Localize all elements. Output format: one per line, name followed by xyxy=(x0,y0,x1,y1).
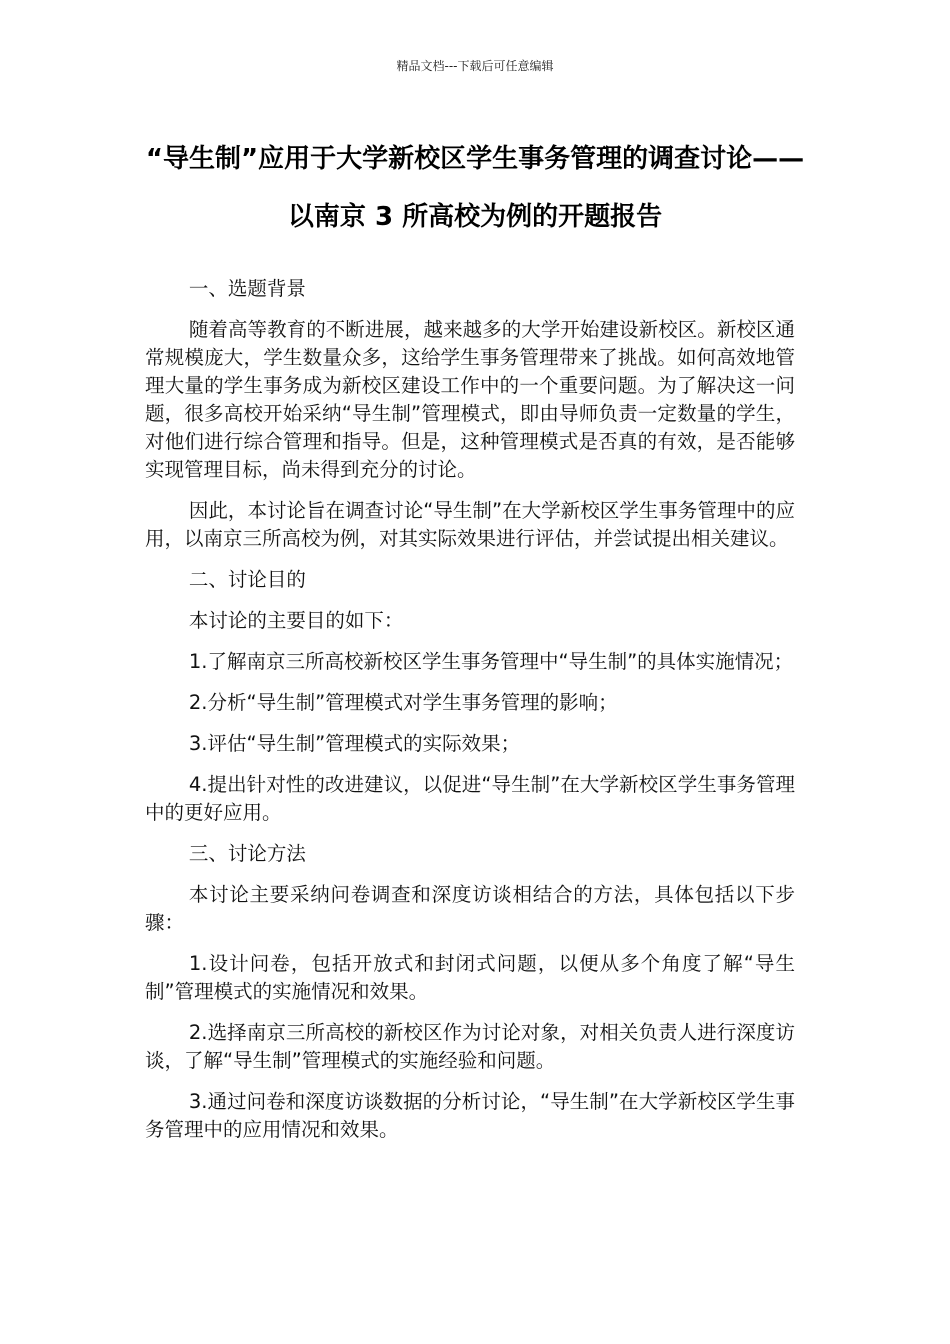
section-heading-objectives: 二、讨论目的 xyxy=(188,568,306,591)
section-heading-methods: 三、讨论方法 xyxy=(188,842,306,865)
paragraph-purpose-statement: 因此，本讨论旨在调查讨论“导生制”在大学新校区学生事务管理中的应用，以南京三所高校为例，对其实际效果进行评估，并尝试提出相关建议。 xyxy=(145,499,795,550)
paragraph-objectives-intro: 本讨论的主要目的如下： xyxy=(188,609,404,632)
list-item-method-3: 3.通过问卷和深度访谈数据的分析讨论，“导生制”在大学新校区学生事务管理中的应用情况和效果。 xyxy=(145,1090,795,1141)
document-title: “导生制”应用于大学新校区学生事务管理的调查讨论——以南京 3 所高校为例的开题报告 xyxy=(145,144,805,232)
list-item-objective-1: 1.了解南京三所高校新校区学生事务管理中“导生制”的具体实施情况； xyxy=(188,650,794,673)
list-item-objective-2: 2.分析“导生制”管理模式对学生事务管理的影响； xyxy=(188,691,618,714)
list-item-objective-3: 3.评估“导生制”管理模式的实际效果； xyxy=(188,732,521,755)
document-body xyxy=(145,275,795,1157)
paragraph-methods-intro: 本讨论主要采纳问卷调查和深度访谈相结合的方法，具体包括以下步骤： xyxy=(145,883,795,934)
paragraph-background: 随着高等教育的不断进展，越来越多的大学开始建设新校区。新校区通常规模庞大，学生数量众多，这给学生事务管理带来了挑战。如何高效地管理大量的学生事务成为新校区建设工作中的一个重要问题。为了解决这一问题，很多高校开始采纳“导生制”管理模式，即由导师负责一定数量的学生，对他们进行综合管理和指导。但是，这种管理模式是否真的有效，是否能够实现管理目标，尚未得到充分的讨论。 xyxy=(145,318,795,481)
list-item-method-2: 2.选择南京三所高校的新校区作为讨论对象，对相关负责人进行深度访谈，了解“导生制”管理模式的实施经验和问题。 xyxy=(145,1021,795,1072)
section-heading-background: 一、选题背景 xyxy=(188,277,306,300)
list-item-objective-4: 4.提出针对性的改进建议，以促进“导生制”在大学新校区学生事务管理中的更好应用。 xyxy=(145,773,795,824)
list-item-method-1: 1.设计问卷，包括开放式和封闭式问题，以便从多个角度了解“导生制”管理模式的实施情况和效果。 xyxy=(145,952,795,1003)
page-header-note: 精品文档---下载后可任意编辑 xyxy=(396,59,554,73)
